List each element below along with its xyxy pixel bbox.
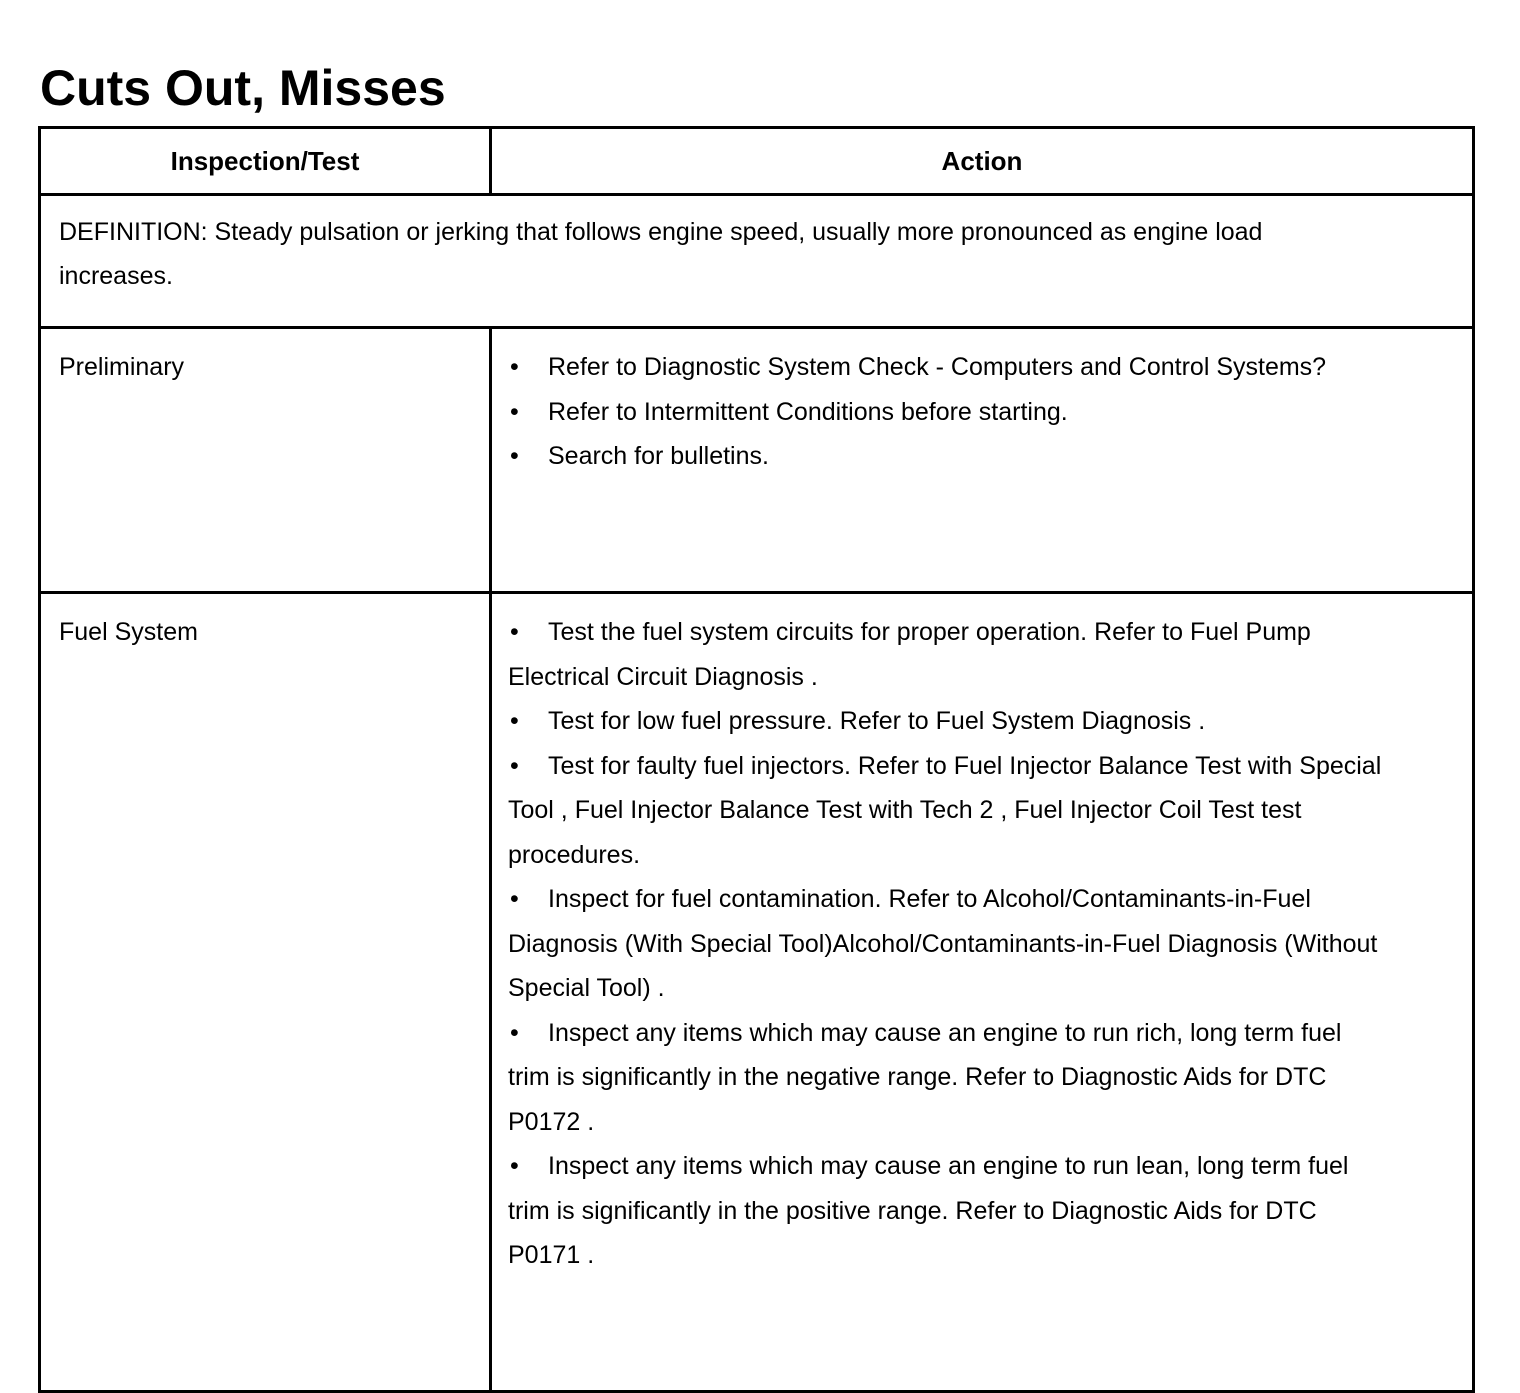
page-title: Cuts Out, Misses: [40, 60, 446, 116]
action-item: [508, 610, 1388, 699]
definition-text: DEFINITION: Steady pulsation or jerking that follows engine speed, usually more pronounced as engine load increases.: [59, 218, 1263, 290]
action-text: Test for low fuel pressure. Refer to Fuel System Diagnosis .: [548, 707, 1206, 735]
action-item: [508, 1011, 1388, 1145]
bullet-icon: •: [510, 353, 519, 381]
bullet-icon: •: [510, 1018, 519, 1047]
action-text: Inspect any items which may cause an engine to run rich, long term fuel trim is significantly in the negative range. Refer to Diagnostic Aids for DTC P0172 .: [508, 1018, 1342, 1136]
action-cell-preliminary: [491, 328, 1474, 593]
action-text: Search for bulletins.: [548, 442, 769, 470]
definition-cell: [40, 195, 1474, 328]
action-text: Inspect any items which may cause an engine to run lean, long term fuel trim is significantly in the positive range. Refer to Diagnostic Aids for DTC P0171 .: [508, 1152, 1349, 1269]
action-item: [508, 877, 1388, 1011]
action-text: Test the fuel system circuits for proper operation. Refer to Fuel Pump Electrical Circuit Diagnosis .: [508, 618, 1311, 691]
row-label: Preliminary: [40, 328, 491, 593]
action-item: [508, 699, 1388, 744]
action-text: Inspect for fuel contamination. Refer to Alcohol/Contaminants-in-Fuel Diagnosis (With Special Tool)Alcohol/Contaminants-in-Fuel Diagnosis (Without Special Tool) .: [508, 885, 1378, 1002]
header-action: Action: [491, 128, 1474, 195]
inspection-table: [38, 126, 1475, 1393]
bullet-icon: •: [510, 442, 519, 470]
definition-row: [40, 195, 1474, 328]
action-item: [508, 744, 1388, 878]
bullet-icon: •: [510, 397, 519, 426]
bullet-icon: •: [510, 885, 519, 913]
action-item: [508, 434, 1454, 479]
action-cell-fuel-system: [491, 593, 1474, 1392]
bullet-icon: •: [510, 618, 519, 646]
bullet-icon: •: [510, 1152, 519, 1180]
action-item: [508, 345, 1454, 390]
row-label: Fuel System: [40, 593, 491, 1392]
bullet-icon: •: [510, 707, 519, 735]
table-row-fuel-system: [40, 593, 1474, 1392]
action-text: Test for faulty fuel injectors. Refer to Fuel Injector Balance Test with Special Tool , Fuel Injector Balance Test with Tech 2 , Fuel Injector Coil Test test procedures.: [508, 751, 1382, 869]
action-text: Refer to Diagnostic System Check - Computers and Control Systems?: [548, 353, 1327, 381]
action-text: Refer to Intermittent Conditions before starting.: [548, 397, 1068, 426]
table-row-preliminary: [40, 328, 1474, 593]
action-item: [508, 1144, 1388, 1278]
action-item: [508, 390, 1454, 435]
header-inspection-test: Inspection/Test: [40, 128, 491, 195]
bullet-icon: •: [510, 751, 519, 780]
table-header-row: [40, 128, 1474, 195]
